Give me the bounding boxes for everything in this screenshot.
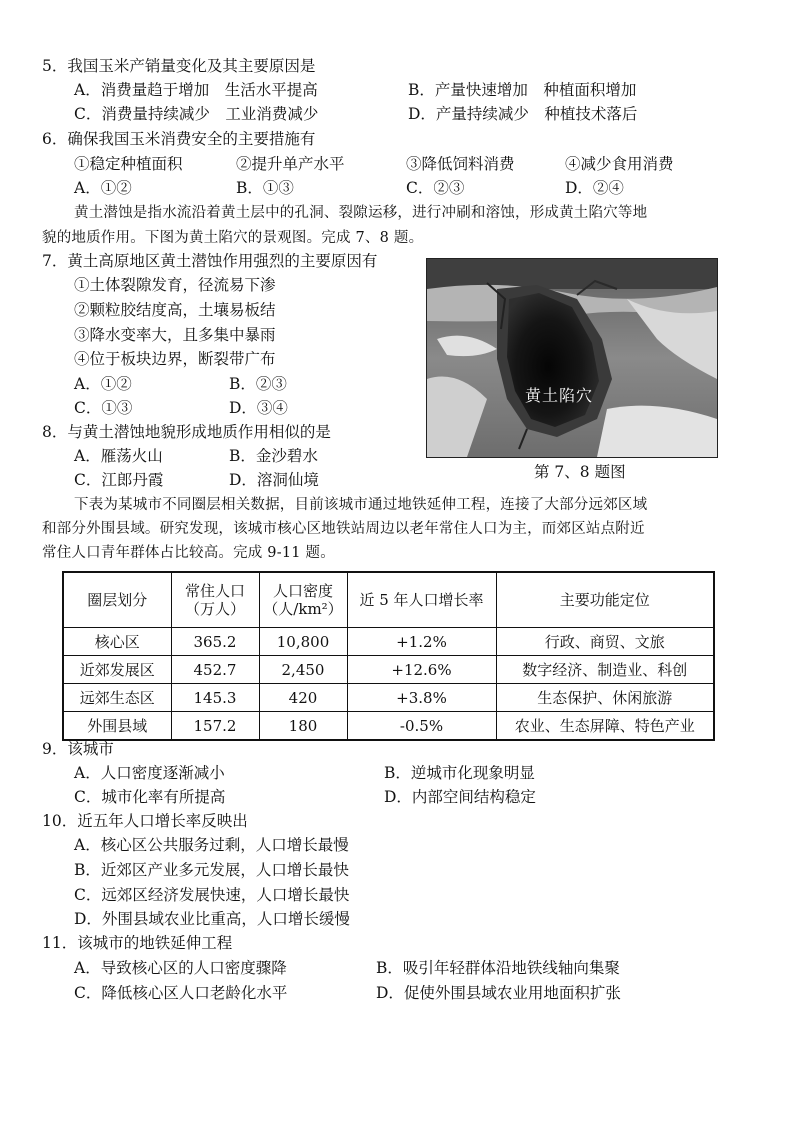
q7-option-b: B．②③ xyxy=(229,375,287,393)
q5-option-a: A．消费量趋于增加 生活水平提高 xyxy=(74,81,318,99)
q8-option-c: C．江郎丹霞 xyxy=(74,471,164,489)
table-cell: 远郊生态区 xyxy=(63,684,171,712)
table-cell: 365.2 xyxy=(171,628,259,656)
q10-option-d: D．外围县域农业比重高，人口增长缓慢 xyxy=(74,910,350,928)
table-cell: 生态保护、休闲旅游 xyxy=(496,684,714,712)
table-row xyxy=(63,628,714,656)
q9-option-c: C．城市化率有所提高 xyxy=(74,788,226,806)
table-cell: 452.7 xyxy=(171,656,259,684)
table-cell: -0.5% xyxy=(347,712,496,741)
q7-option-a: A．①② xyxy=(74,375,132,393)
city-data-table xyxy=(62,571,715,741)
table-cell: 外围县域 xyxy=(63,712,171,741)
table-header: 主要功能定位 xyxy=(496,572,714,628)
table-row xyxy=(63,656,714,684)
table-cell: 157.2 xyxy=(171,712,259,741)
table-cell: 行政、商贸、文旅 xyxy=(496,628,714,656)
q7-item-1: ①土体裂隙发育，径流易下渗 xyxy=(74,276,276,294)
table-row xyxy=(63,712,714,741)
q8-option-b: B．金沙碧水 xyxy=(229,447,318,465)
table-cell: 180 xyxy=(259,712,347,741)
q10-option-c: C．远郊区经济发展快速，人口增长最快 xyxy=(74,886,350,904)
q9-option-b: B．逆城市化现象明显 xyxy=(384,764,535,782)
table-row xyxy=(63,684,714,712)
passage2-line1: 下表为某城市不同圈层相关数据，目前该城市通过地铁延伸工程，连接了大部分远郊区域 xyxy=(74,497,648,513)
q7-option-c: C．①③ xyxy=(74,399,133,417)
q9-option-d: D．内部空间结构稳定 xyxy=(384,788,536,806)
table-header: 常住人口 （万人） xyxy=(171,572,259,628)
table-cell: 核心区 xyxy=(63,628,171,656)
loess-sinkhole-photo xyxy=(426,258,718,458)
table-cell: 农业、生态屏障、特色产业 xyxy=(496,712,714,741)
q11-title: 11．该城市的地铁延伸工程 xyxy=(42,934,233,952)
table-header: 圈层划分 xyxy=(63,572,171,628)
passage1-line2: 貌的地质作用。下图为黄土陷穴的景观图。完成 7、8 题。 xyxy=(42,230,424,246)
q9-option-a: A．人口密度逐渐减小 xyxy=(74,764,225,782)
figure-label: 黄土陷穴 xyxy=(525,386,594,405)
table-cell: 145.3 xyxy=(171,684,259,712)
q8-option-a: A．雁荡火山 xyxy=(74,447,163,465)
q5-title: 5．我国玉米产销量变化及其主要原因是 xyxy=(42,57,316,75)
q7-option-d: D．③④ xyxy=(229,399,288,417)
table-cell: 近郊发展区 xyxy=(63,656,171,684)
q6-option-a: A．①② xyxy=(74,179,132,197)
passage1-line1: 黄土潜蚀是指水流沿着黄土层中的孔洞、裂隙运移，进行冲刷和溶蚀，形成黄土陷穴等地 xyxy=(74,205,648,221)
table-cell: +1.2% xyxy=(347,628,496,656)
q5-option-b: B．产量快速增加 种植面积增加 xyxy=(408,81,637,99)
table-cell: 2,450 xyxy=(259,656,347,684)
q8-title: 8．与黄土潜蚀地貌形成地质作用相似的是 xyxy=(42,423,331,441)
q7-item-3: ③降水变率大，且多集中暴雨 xyxy=(74,326,276,344)
q8-option-d: D．溶洞仙境 xyxy=(229,471,319,489)
q6-item-4: ④减少食用消费 xyxy=(565,155,674,173)
table-header: 近 5 年人口增长率 xyxy=(347,572,496,628)
q5-option-d: D．产量持续减少 种植技术落后 xyxy=(408,105,638,123)
table-cell: 数字经济、制造业、科创 xyxy=(496,656,714,684)
passage2-line3: 常住人口青年群体占比较高。完成 9-11 题。 xyxy=(42,545,335,561)
table-cell: 420 xyxy=(259,684,347,712)
q7-item-4: ④位于板块边界，断裂带广布 xyxy=(74,350,276,368)
table-cell: 10,800 xyxy=(259,628,347,656)
table-cell: +3.8% xyxy=(347,684,496,712)
q6-item-1: ①稳定种植面积 xyxy=(74,155,183,173)
figure-caption: 第 7、8 题图 xyxy=(534,463,626,481)
q10-option-a: A．核心区公共服务过剩，人口增长最慢 xyxy=(74,836,349,854)
table-header-row xyxy=(63,572,714,628)
q6-item-3: ③降低饲料消费 xyxy=(406,155,515,173)
table-cell: +12.6% xyxy=(347,656,496,684)
q6-title: 6．确保我国玉米消费安全的主要措施有 xyxy=(42,130,316,148)
q11-option-d: D．促使外围县域农业用地面积扩张 xyxy=(376,984,621,1002)
q6-option-c: C．②③ xyxy=(406,179,465,197)
q11-option-b: B．吸引年轻群体沿地铁线轴向集聚 xyxy=(376,959,620,977)
passage2-line2: 和部分外围县域。研究发现，该城市核心区地铁站周边以老年常住人口为主，而郊区站点附近 xyxy=(42,521,645,537)
q10-option-b: B．近郊区产业多元发展，人口增长最快 xyxy=(74,861,349,879)
q6-option-d: D．②④ xyxy=(565,179,624,197)
sinkhole-illustration xyxy=(427,259,717,457)
q7-title: 7．黄土高原地区黄土潜蚀作用强烈的主要原因有 xyxy=(42,252,378,270)
q5-option-c: C．消费量持续减少 工业消费减少 xyxy=(74,105,319,123)
q10-title: 10．近五年人口增长率反映出 xyxy=(42,812,248,830)
q11-option-c: C．降低核心区人口老龄化水平 xyxy=(74,984,288,1002)
table-header: 人口密度 （人/km²） xyxy=(259,572,347,628)
q9-title: 9．该城市 xyxy=(42,740,114,758)
q7-item-2: ②颗粒胶结度高，土壤易板结 xyxy=(74,301,276,319)
q6-item-2: ②提升单产水平 xyxy=(236,155,345,173)
q6-option-b: B．①③ xyxy=(236,179,294,197)
q11-option-a: A．导致核心区的人口密度骤降 xyxy=(74,959,287,977)
